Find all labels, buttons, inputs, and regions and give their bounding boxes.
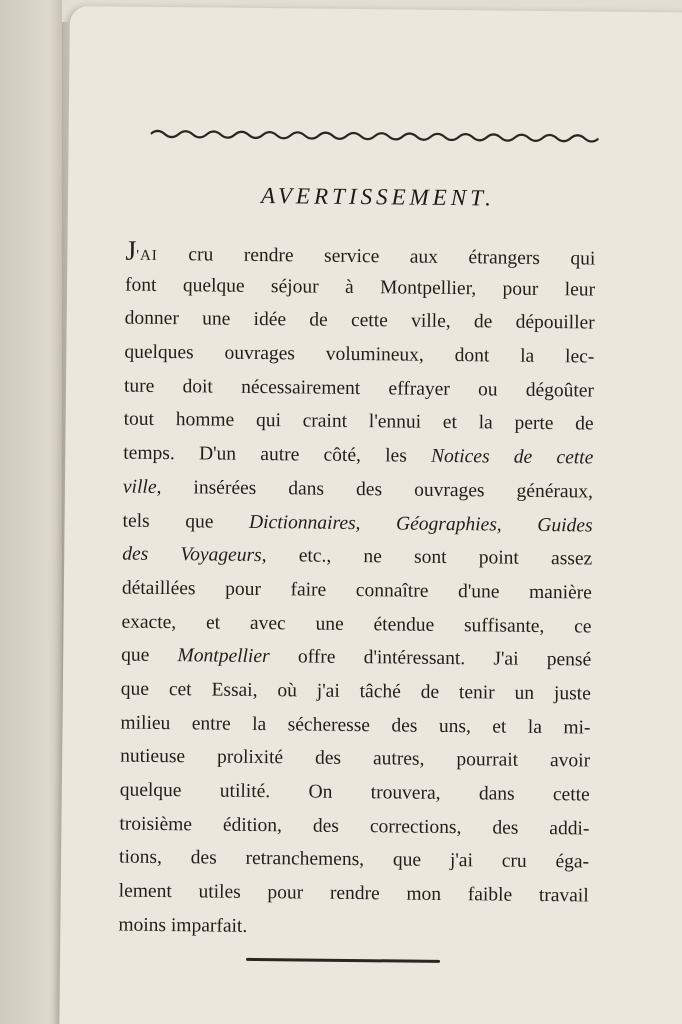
book-page <box>59 6 682 1024</box>
text-line: lement utiles pour rendre mon faible travail <box>118 880 589 907</box>
text-line: troisième édition, des corrections, des addi- <box>119 813 590 840</box>
text-line: J'AI cru rendre service aux étrangers qui <box>125 235 596 270</box>
text-line: détaillées pour faire connaître d'une manière <box>121 577 592 604</box>
text-line: ville, insérées dans des ouvrages généraux, <box>122 476 594 503</box>
foreword-paragraph <box>118 235 595 947</box>
italic-phrase: des Voyageurs <box>122 543 262 567</box>
text-line: temps. D'un autre côté, les Notices de cette <box>123 442 594 469</box>
italic-phrase: ville <box>122 476 157 498</box>
drop-cap: J <box>125 235 137 267</box>
text-line: donner une idée de cette ville, de dépouiller <box>124 307 595 334</box>
text-line: tout homme qui craint l'ennui et la perte de <box>123 409 594 435</box>
text-line: exacte, et avec une étendue suffisante, ce <box>121 611 592 638</box>
wavy-ornament-rule <box>151 125 599 146</box>
page-title: AVERTISSEMENT. <box>260 183 496 211</box>
previous-page-edge <box>0 0 70 1024</box>
text-line: ture doit nécessairement effrayer ou dégoûter <box>123 375 595 402</box>
italic-phrase: Montpellier <box>177 645 270 668</box>
italic-phrase: Dictionnaires, Géographies, Guides <box>248 511 593 537</box>
text-line: milieu entre la sécheresse des uns, et la mi- <box>120 712 591 739</box>
small-caps-word: 'AI <box>136 247 158 264</box>
text-line: font quelque séjour à Montpellier, pour leur <box>124 274 596 301</box>
italic-phrase: Notices de cette <box>430 445 594 469</box>
text-line: des Voyageurs, etc., ne sont point assez <box>122 543 593 570</box>
text-line: tels que Dictionnaires, Géographies, Guides <box>122 510 593 537</box>
end-rule <box>246 958 440 963</box>
text-line: que cet Essai, où j'ai tâché de tenir un juste <box>120 678 591 705</box>
text-line: moins imparfait. <box>118 914 248 937</box>
text-line: tions, des retranchemens, que j'ai cru éga- <box>118 846 590 873</box>
text-line: nutieuse prolixité des autres, pourrait avoir <box>120 745 591 772</box>
text-line: que Montpellier offre d'intéressant. J'ai pensé <box>121 644 592 671</box>
text-line: quelque utilité. On trouvera, dans cette <box>119 779 590 806</box>
text-line: quelques ouvrages volumineux, dont la lec- <box>124 341 595 368</box>
